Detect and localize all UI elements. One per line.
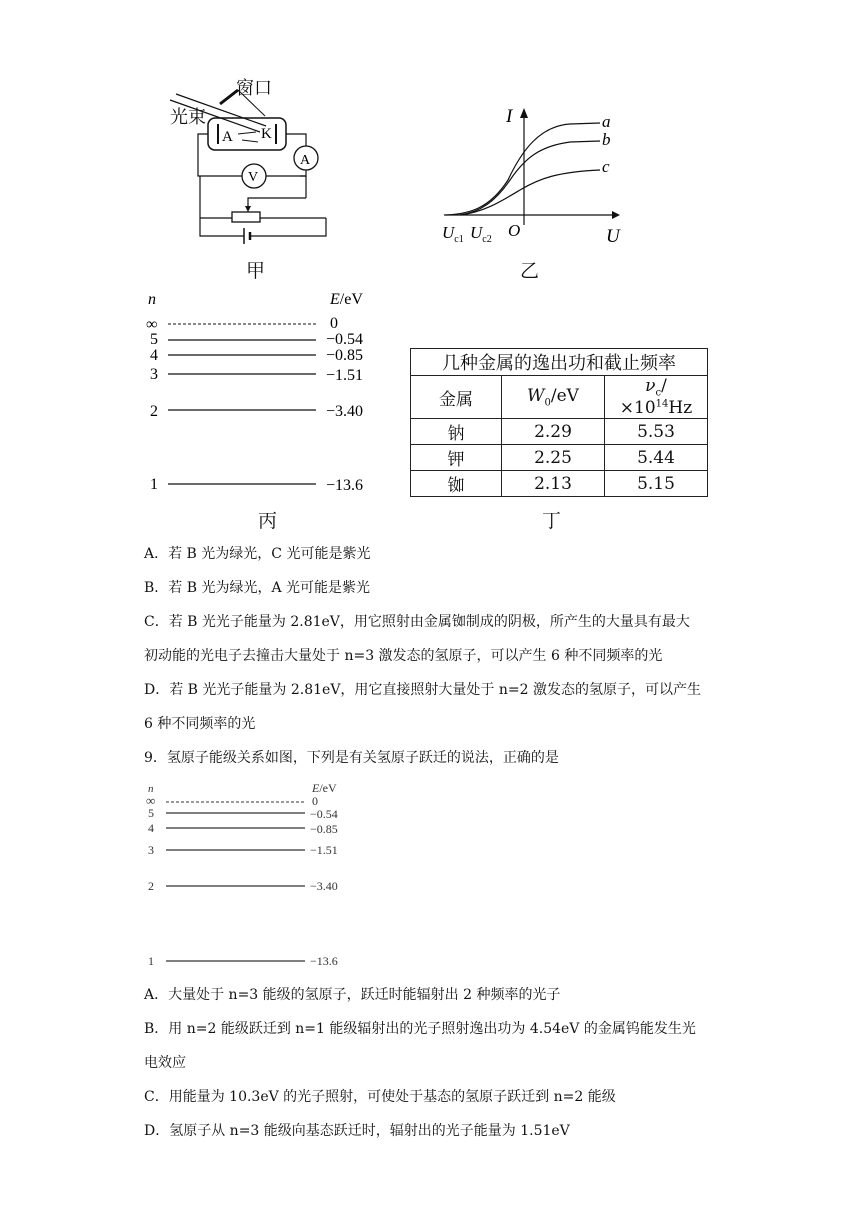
col-header-metal: 金属 <box>411 376 502 419</box>
cathode-label: K <box>261 126 272 142</box>
q9-option-c: C．用能量为 10.3eV 的光子照射，可使处于基态的氢原子跃迁到 n=2 能级 <box>144 1089 616 1105</box>
q9-option-b-line1: B．用 n=2 能级跃迁到 n=1 能级辐射出的光子照射逸出功为 4.54eV 的金属钨能发生光 <box>144 1021 696 1037</box>
table-row <box>411 445 708 471</box>
level-label: ∞ <box>146 793 156 808</box>
q9-option-d: D．氢原子从 n=3 能级向基态跃迁时，辐射出的光子能量为 1.51eV <box>144 1123 570 1139</box>
work-function: 2.29 <box>502 419 605 445</box>
level-energy: −1.51 <box>310 843 338 857</box>
level-label: 3 <box>150 366 158 383</box>
level-label: 4 <box>150 347 158 364</box>
col-header-v: $\nu_c/\times 10^{14}Hz$ <box>605 376 708 419</box>
q8-option-d-line2: 6 种不同频率的光 <box>144 716 256 732</box>
energy-level-diagram-large <box>140 288 390 498</box>
level-label: 5 <box>148 806 154 820</box>
col-header-w: $W_0/eV$ <box>502 376 605 419</box>
table-row <box>411 419 708 445</box>
level-label: 4 <box>148 821 154 835</box>
q9-stem: 9．氢原子能级关系如图，下列是有关氢原子跃迁的说法，正确的是 <box>144 750 559 766</box>
curve-c-label: c <box>602 157 610 176</box>
metal-name: 钾 <box>411 445 502 471</box>
level-label: 1 <box>148 954 154 968</box>
cutoff-frequency: 5.53 <box>605 419 708 445</box>
level-energy: 0 <box>330 315 338 332</box>
level-energy: −0.54 <box>326 331 364 348</box>
level-energy: 0 <box>312 794 318 808</box>
level-energy: −13.6 <box>310 954 338 968</box>
metal-name: 铷 <box>411 471 502 497</box>
curve-b-label: b <box>602 130 611 149</box>
level-label: ∞ <box>146 316 158 333</box>
metal-name: 钠 <box>411 419 502 445</box>
level-energy: −1.51 <box>326 367 364 384</box>
table-caption: 几种金属的逸出功和截止频率 <box>411 349 708 376</box>
energy-level-diagram-small <box>140 780 370 970</box>
voltmeter-label: V <box>248 170 259 185</box>
q8-option-b: B．若 B 光为绿光，A 光可能是紫光 <box>144 580 371 596</box>
e-header: E/eV <box>330 291 363 308</box>
level-energy: −0.85 <box>326 347 364 364</box>
q9-option-b-line2: 电效应 <box>144 1055 186 1071</box>
q8-option-a: A．若 B 光为绿光，C 光可能是紫光 <box>144 546 371 562</box>
figure-bing-label: 丙 <box>258 510 278 532</box>
work-function: 2.25 <box>502 445 605 471</box>
y-axis-label: I <box>506 106 513 127</box>
figure-yi-label: 乙 <box>520 260 540 282</box>
anode-label: A <box>222 129 233 145</box>
x-axis-label: U <box>606 226 620 247</box>
origin-label: O <box>508 221 521 240</box>
ammeter-label: A <box>300 153 311 168</box>
q8-option-c-line2: 初动能的光电子去撞击大量处于 n=3 激发态的氢原子，可以产生 6 种不同频率的光 <box>144 648 663 664</box>
level-energy: −3.40 <box>326 403 364 420</box>
work-function: 2.13 <box>502 471 605 497</box>
uc2-label: $U_{c2}$ <box>470 223 492 245</box>
level-label: 2 <box>148 879 154 893</box>
level-label: 2 <box>150 403 158 420</box>
level-label: 5 <box>150 331 158 348</box>
table-row <box>411 471 708 497</box>
metal-table <box>410 348 708 497</box>
iu-curve-chart <box>440 100 630 255</box>
level-energy: −3.40 <box>310 879 338 893</box>
uc1-label: $U_{c1}$ <box>442 223 464 245</box>
q8-option-d-line1: D．若 B 光光子能量为 2.81eV，用它直接照射大量处于 n=2 激发态的氢原子，可以产生 <box>144 682 701 698</box>
level-label: 1 <box>150 476 158 493</box>
level-energy: −0.54 <box>310 807 338 821</box>
q8-option-c-line1: C．若 B 光光子能量为 2.81eV，用它照射由金属铷制成的阴极，所产生的大量具有最大 <box>144 614 690 630</box>
curve-a-label: a <box>602 112 611 131</box>
level-energy: −13.6 <box>326 477 364 494</box>
window-label: 窗口 <box>236 78 272 99</box>
level-label: 3 <box>148 843 154 857</box>
e-header: E/eV <box>312 781 337 795</box>
figure-ding-label: 丁 <box>542 510 562 532</box>
beam-label: 光束 <box>170 107 206 128</box>
cutoff-frequency: 5.15 <box>605 471 708 497</box>
n-header: n <box>148 291 156 308</box>
cutoff-frequency: 5.44 <box>605 445 708 471</box>
figure-jia-label: 甲 <box>246 260 266 282</box>
n-header: n <box>148 783 154 795</box>
q9-option-a: A．大量处于 n=3 能级的氢原子，跃迁时能辐射出 2 种频率的光子 <box>144 987 561 1003</box>
level-energy: −0.85 <box>310 822 338 836</box>
